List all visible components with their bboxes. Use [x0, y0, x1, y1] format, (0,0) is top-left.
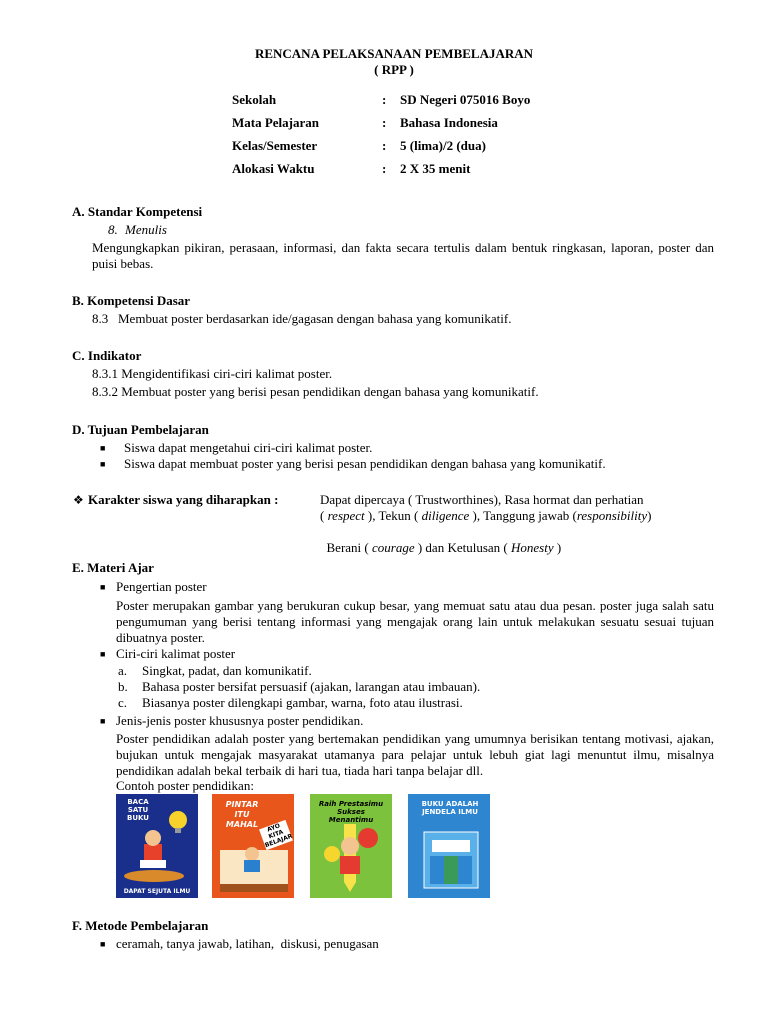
karakter-line: Dapat dipercaya ( Trustworthines), Rasa hormat dan perhatian	[320, 492, 644, 507]
bullet-square-icon: ■	[100, 443, 106, 453]
section-f-heading: F. Metode Pembelajaran	[72, 918, 209, 933]
bullet-square-icon: ■	[100, 939, 106, 949]
identity-value: 5 (lima)/2 (dua)	[400, 138, 486, 153]
identity-row	[232, 161, 632, 184]
identity-colon: :	[382, 161, 387, 176]
section-a-body: Mengungkapkan pikiran, perasaan, informasi, dan fakta secara tertulis dalam bentuk ringkasan, laporan, poster dan puisi bebas.	[92, 240, 714, 271]
identity-value: 2 X 35 menit	[400, 161, 471, 176]
identity-value: SD Negeri 075016 Boyo	[400, 92, 531, 107]
poster-text: PINTAR ITU MAHAL	[225, 800, 259, 829]
karakter-label: Karakter siswa yang diharapkan :	[88, 492, 279, 507]
materi-paragraph: Poster pendidikan adalah poster yang bertemakan pendidikan yang umumnya berisikan tentang motivasi, ajakan, bujukan untuk mengajak masyarakat utamanya para pelajar untuk lebuh giat lagi menuntut ilmu, misalnya pendidikan adalah bekal terbaik di hari tua, tiada hari tanpa belajar dll.	[116, 731, 714, 778]
section-e-heading: E. Materi Ajar	[72, 560, 154, 575]
bullet-square-icon: ■	[100, 459, 106, 469]
identity-label: Mata Pelajaran	[232, 115, 320, 130]
objective-item: Siswa dapat membuat poster yang berisi pesan pendidikan dengan bahasa yang komunikatif.	[124, 456, 606, 471]
identity-colon: :	[382, 92, 387, 107]
section-a-item-number: 8.	[108, 222, 118, 237]
identity-row	[232, 92, 632, 115]
section-c-heading: C. Indikator	[72, 348, 142, 363]
page-subtitle: ( RPP )	[374, 62, 414, 77]
karakter-line	[320, 508, 716, 524]
page-title: RENCANA PELAKSANAAN PEMBELAJARAN	[254, 46, 534, 61]
identity-label: Alokasi Waktu	[232, 161, 315, 176]
section-b-line: 8.3 Membuat poster berdasarkan ide/gagasan dengan bahasa yang komunikatif.	[92, 311, 512, 326]
poster-sign-text: AYO KITA BELAJAR	[264, 822, 294, 850]
poster-text: DAPAT SEJUTA ILMU	[123, 888, 191, 895]
identity-label: Sekolah	[232, 92, 277, 107]
karakter-line: Berani ( courage ) dan Ketulusan ( Honesty )	[326, 540, 562, 555]
poster-text: BUKU ADALAH JENDELA ILMU	[421, 800, 479, 816]
identity-table	[232, 92, 632, 184]
indicator-line: 8.3.1 Mengidentifikasi ciri-ciri kalimat poster.	[92, 366, 333, 381]
pencil-illustration-icon	[310, 794, 392, 898]
materi-item: Jenis-jenis poster khususnya poster pendidikan.	[116, 713, 364, 728]
list-item: b. Bahasa poster bersifat persuasif (ajakan, larangan atau imbauan).	[118, 679, 481, 694]
contoh-label: Contoh poster pendidikan:	[116, 778, 254, 793]
poster-text: Raih Prestasimu Sukses Menantimu	[318, 800, 384, 824]
diamond-bullet-icon: ❖	[73, 493, 84, 507]
section-b-heading: B. Kompetensi Dasar	[72, 293, 191, 308]
poster-buku-jendela	[408, 794, 490, 898]
identity-colon: :	[382, 115, 387, 130]
book-window-icon	[408, 794, 490, 898]
indicator-line: 8.3.2 Membuat poster yang berisi pesan pendidikan dengan bahasa yang komunikatif.	[92, 384, 539, 399]
identity-value: Bahasa Indonesia	[400, 115, 498, 130]
poster-text: BACA SATU BUKU	[126, 798, 149, 822]
metode-item: ceramah, tanya jawab, latihan, diskusi, penugasan	[116, 936, 379, 951]
section-a-item	[108, 222, 167, 238]
bullet-square-icon: ■	[100, 582, 106, 592]
bullet-square-icon: ■	[100, 716, 106, 726]
list-item: a. Singkat, padat, dan komunikatif.	[118, 663, 312, 678]
poster-baca-buku	[116, 794, 198, 898]
list-item: c. Biasanya poster dilengkapi gambar, warna, foto atau ilustrasi.	[118, 695, 463, 710]
materi-paragraph: Poster merupakan gambar yang berukuran cukup besar, yang memuat satu atau dua pesan. poster juga salah satu pengumuman yang berisi tentang informasi yang mengajak orang lain untuk melakukan sesuatu sesuai tujuan dibuatnya poster.	[116, 598, 714, 645]
identity-colon: :	[382, 138, 387, 153]
section-a-heading: A. Standar Kompetensi	[72, 204, 203, 219]
karakter-fragment: ( respect ), Tekun ( diligence ), Tanggung jawab (responsibility)	[320, 508, 652, 523]
bullet-square-icon: ■	[100, 649, 106, 659]
identity-label: Kelas/Semester	[232, 138, 318, 153]
section-a-item-label: Menulis	[125, 222, 167, 237]
identity-row	[232, 138, 632, 161]
lightbulb-icon	[116, 794, 198, 898]
materi-item: Pengertian poster	[116, 579, 207, 594]
desk-illustration-icon	[212, 794, 294, 898]
poster-pintar-mahal	[212, 794, 294, 898]
materi-item: Ciri-ciri kalimat poster	[116, 646, 236, 661]
objective-item: Siswa dapat mengetahui ciri-ciri kalimat poster.	[124, 440, 373, 455]
poster-raih-prestasi	[310, 794, 392, 898]
identity-row	[232, 115, 632, 138]
section-d-heading: D. Tujuan Pembelajaran	[72, 422, 209, 437]
